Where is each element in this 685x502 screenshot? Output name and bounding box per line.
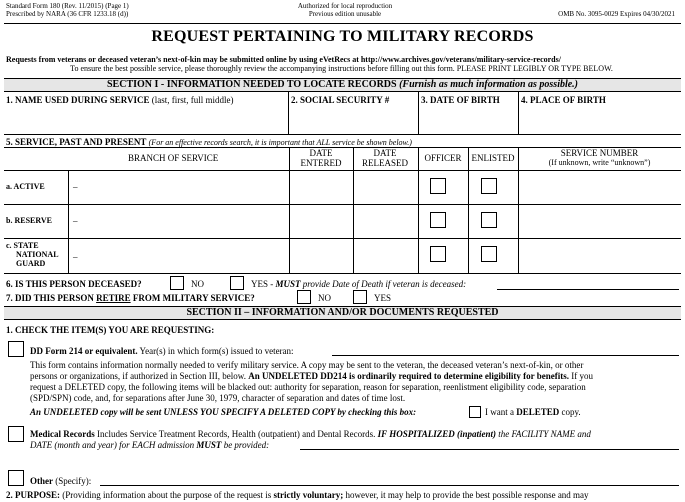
row-rule xyxy=(4,204,681,205)
field3-label: 3. DATE OF BIRTH xyxy=(421,95,500,105)
col-officer: OFFICER xyxy=(424,153,462,163)
col-enlisted: ENLISTED xyxy=(471,153,515,163)
row-reserve-label: b. RESERVE xyxy=(6,216,52,225)
row-rule xyxy=(4,134,681,135)
medical-checkbox[interactable] xyxy=(8,426,24,442)
col-date-released: DATE RELEASED xyxy=(362,148,408,168)
row-active-dash: – xyxy=(73,182,78,192)
form-header xyxy=(0,0,685,22)
divider xyxy=(353,147,354,273)
deceased-yes-label: YES - MUST provide Date of Death if veteran is deceased: xyxy=(251,279,467,289)
divider xyxy=(418,147,419,273)
form-id-line2: Prescribed by NARA (36 CFR 1233.18 (d)) xyxy=(6,10,129,18)
dd214-checkbox[interactable] xyxy=(8,341,24,357)
retire-yes-label: YES xyxy=(374,293,392,303)
active-officer-checkbox[interactable] xyxy=(430,178,446,194)
col-service-number: SERVICE NUMBER (If unknown, write “unknown”) xyxy=(548,148,651,167)
deleted-copy-label: I want a DELETED copy. xyxy=(485,407,581,417)
divider xyxy=(288,92,289,134)
retire-no-label: NO xyxy=(318,293,331,303)
header-rule xyxy=(4,23,681,24)
reproduction-note xyxy=(280,2,410,18)
divider xyxy=(418,92,419,134)
q6-label: 6. IS THIS PERSON DECEASED? xyxy=(6,279,142,289)
divider xyxy=(68,170,69,273)
divider xyxy=(468,147,469,273)
field1-label: 1. NAME USED DURING SERVICE (last, first, full middle) xyxy=(6,95,234,105)
retire-no-checkbox[interactable] xyxy=(297,290,311,304)
form-id xyxy=(6,2,129,18)
row-guard-label: c. STATE NATIONAL GUARD xyxy=(6,241,59,268)
col-branch: BRANCH OF SERVICE xyxy=(128,153,219,163)
deceased-no-checkbox[interactable] xyxy=(170,276,184,290)
divider xyxy=(289,147,290,273)
dd214-year-line[interactable] xyxy=(332,355,679,356)
other-label: Other (Specify): xyxy=(30,476,92,486)
section1-title-note: (Furnish as much information as possible.) xyxy=(399,79,579,90)
row-rule xyxy=(4,273,681,274)
reproduction-line1: Authorized for local reproduction xyxy=(297,2,393,10)
date-of-death-line[interactable] xyxy=(497,289,679,290)
retire-yes-checkbox[interactable] xyxy=(353,290,367,304)
field5-label: 5. SERVICE, PAST AND PRESENT (For an effective records search, it is important that ALL service be shown below.) xyxy=(6,137,412,147)
other-specify-line[interactable] xyxy=(100,485,679,486)
intro-text xyxy=(6,55,677,73)
form-id-line1: Standard Form 180 (Rev. 11/2015) (Page 1) xyxy=(6,2,129,10)
dd214-heading: DD Form 214 or equivalent. Year(s) in which form(s) issued to veteran: xyxy=(30,346,294,356)
divider xyxy=(518,92,519,134)
row-reserve-dash: – xyxy=(73,216,78,226)
col-date-entered: DATE ENTERED xyxy=(300,148,342,168)
guard-enlisted-checkbox[interactable] xyxy=(481,246,497,262)
section1-title: SECTION I - INFORMATION NEEDED TO LOCATE RECORDS xyxy=(106,79,397,90)
reserve-enlisted-checkbox[interactable] xyxy=(481,212,497,228)
form-title: REQUEST PERTAINING TO MILITARY RECORDS xyxy=(151,28,534,45)
active-enlisted-checkbox[interactable] xyxy=(481,178,497,194)
other-checkbox[interactable] xyxy=(8,470,24,486)
medical-description: Medical Records Includes Service Treatment Records, Health (outpatient) and Dental Records. IF HOSPITALIZED (inpatient) the FACILITY NAME and DATE (month and year) for EACH admission MUST be provided: xyxy=(30,429,591,450)
dd214-description: This form contains information normally needed to verify military service. A copy may be sent to the veteran, the deceased veteran’s next-of-kin, or other persons or organizations, if authorized in Section III, below. An UNDELETED DD214 is ordinarily required to determine eligibility for benefits. If you request a DELETED copy, the following items will be blacked out: authority for separation, reason for separation, reenlistment eligibility code, separation (SPD/SPN) code, and, for separations after June 30, 1979, character of separation and dates of time lost. xyxy=(30,360,593,403)
reproduction-line2: Previous edition unusable xyxy=(308,10,382,18)
intro-online-line: Requests from veterans or deceased veteran’s next-of-kin may be submitted online by using eVetRecs at http://www.archives.gov/veterans/military-service-records/ xyxy=(6,55,561,64)
row-rule xyxy=(4,170,681,171)
divider xyxy=(518,147,519,273)
section2-header: SECTION II – INFORMATION AND/OR DOCUMENTS REQUESTED xyxy=(4,306,681,320)
deceased-yes-checkbox[interactable] xyxy=(230,276,244,290)
reserve-officer-checkbox[interactable] xyxy=(430,212,446,228)
q1-label: 1. CHECK THE ITEM(S) YOU ARE REQUESTING: xyxy=(6,325,215,335)
dd214-undeleted-note: An UNDELETED copy will be sent UNLESS YOU SPECIFY A DELETED COPY by checking this box: xyxy=(30,407,417,417)
intro-instructions-line: To ensure the best possible service, please thoroughly review the accompanying instructions before filling out this form. PLEASE PRINT LEGIBLY OR TYPE BELOW. xyxy=(70,64,613,73)
row-active-label: a. ACTIVE xyxy=(6,182,45,191)
section1-header xyxy=(4,78,681,92)
field2-label: 2. SOCIAL SECURITY # xyxy=(291,95,390,105)
row-guard-dash: – xyxy=(73,252,78,262)
omb-number: OMB No. 3095-0029 Expires 04/30/2021 xyxy=(558,10,675,18)
guard-officer-checkbox[interactable] xyxy=(430,246,446,262)
purpose-text: 2. PURPOSE: (Providing information about the purpose of the request is strictly voluntary; however, it may help to provide the best possible response and may xyxy=(6,490,589,500)
field4-label: 4. PLACE OF BIRTH xyxy=(521,95,606,105)
deleted-copy-checkbox[interactable] xyxy=(469,406,481,418)
row-rule xyxy=(4,238,681,239)
deceased-no-label: NO xyxy=(191,279,204,289)
medical-admission-line[interactable] xyxy=(300,449,679,450)
q7-label: 7. DID THIS PERSON RETIRE FROM MILITARY SERVICE? xyxy=(6,293,255,303)
